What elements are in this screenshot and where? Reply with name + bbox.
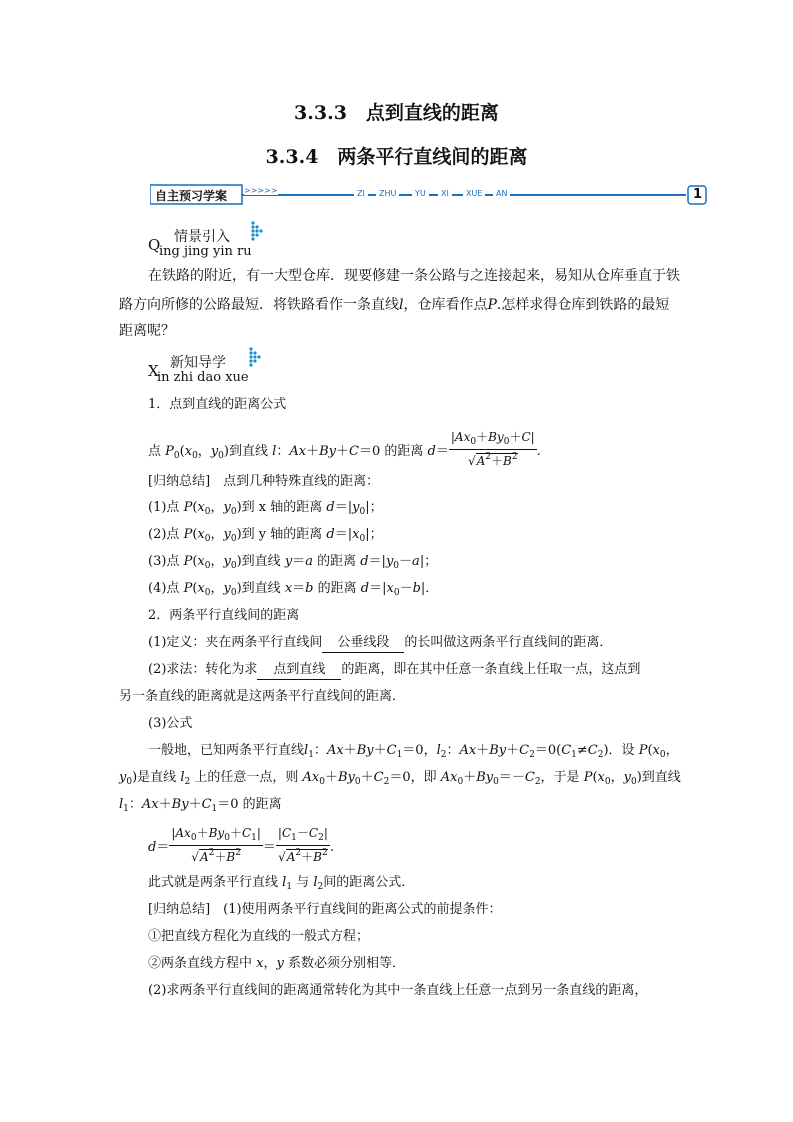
general-line-3: $l_1$：$Ax+By+C_1=0$ 的距离 (119, 797, 282, 814)
section-heading-xin (148, 352, 288, 388)
heading-point-line-distance: 1．点到直线的距离公式 (148, 397, 287, 412)
heading-pinyin: in zhi dao xue (157, 370, 249, 385)
case-3: (3)点 $P(x_0$，$y_0$)到直线 y＝a 的距离 $d=|y_0-a|$； (148, 554, 438, 571)
answer-blank: 公垂线段 (322, 634, 404, 653)
case-4: (4)点 $P(x_0$，$y_0$)到直线 x＝b 的距离 $d=|x_0-b|$． (148, 581, 439, 598)
summary-preconditions: [归纳总结] (1)使用两条平行直线间的距离公式的前提条件： (148, 902, 502, 917)
banner-pinyin-3: XI (438, 189, 452, 198)
condition-item-1: ①把直线方程化为直线的一般式方程； (148, 929, 370, 944)
case-1: (1)点 $P(x_0$，$y_0$)到 x 轴的距离 $d=|y_0|$； (148, 500, 383, 517)
heading-parallel-distance: 2．两条平行直线间的距离 (148, 608, 300, 623)
summary-special-lines: [归纳总结] 点到几种特殊直线的距离： (148, 474, 380, 489)
answer-blank: 点到直线 (257, 661, 341, 680)
definition-line: (1)定义：夹在两条平行直线间 公垂线段 的长叫做这两条平行直线间的距离． (148, 634, 612, 653)
heading-title: 新知导学 (170, 355, 226, 371)
point-line-formula: 点 $P_0(x_0$，$y_0$)到直线 l：Ax＋By＋C＝0 的距离 d＝ $\frac{|Ax_0+By_0+C|}{√A^2+B^2}$ . (148, 430, 541, 468)
method-line-2: 另一条直线的距离就是这两条平行直线间的距离． (119, 689, 406, 704)
banner-pinyin-4: XUE (463, 189, 485, 198)
preview-banner (150, 183, 710, 207)
banner-pinyin-0: ZI (354, 189, 368, 198)
banner-label: 自主预习学案 (155, 189, 228, 203)
heading-pinyin: ing jing yin ru (159, 244, 252, 259)
banner-arrows: >>>>> (244, 186, 278, 195)
banner-graphic (150, 183, 710, 207)
section-title-3-3-4: 3.3.4 两条平行直线间的距离 (265, 146, 528, 168)
banner-pinyin-5: AN (493, 189, 510, 198)
case-2: (2)点 $P(x_0$，$y_0$)到 y 轴的距离 $d=|x_0|$； (148, 527, 383, 544)
heading-initial: X (148, 362, 159, 380)
section-heading-qing (148, 226, 288, 262)
intro-line-3: 距离呢？ (119, 323, 175, 339)
chevron-right-icon (248, 346, 266, 370)
banner-pinyin-1: ZHU (376, 189, 399, 198)
conclusion-line: 此式就是两条平行直线 $l_1$ 与 $l_2$间的距离公式． (148, 875, 415, 892)
section-title-3-3-3: 3.3.3 点到直线的距离 (294, 102, 499, 124)
parallel-distance-formula: d＝ $\frac{|Ax_0+By_0+C_1|}{√A^2+B^2}$ ＝ $\frac{|C_1-C_2|}{√A^2+B^2}$ . (148, 826, 335, 864)
general-line-2: $y_0$)是直线 $l_2$ 上的任意一点，则 $Ax_0+By_0+C_2=0$，即 $Ax_0+By_0=-C_2$，于是 $P(x_0$，$y_0$)到直线 (119, 770, 681, 787)
condition-item-2: ②两条直线方程中 x，y 系数必须分别相等． (148, 956, 406, 971)
intro-line-1: 在铁路的附近，有一大型仓库．现要修建一条公路与之连接起来，易知从仓库垂直于铁 (148, 268, 680, 284)
banner-pinyin-2: YU (412, 189, 429, 198)
heading-initial: Q (148, 236, 161, 254)
method-line-1: (2)求法：转化为求 点到直线 的距离，即在其中任意一条直线上任取一点，这点到 (148, 661, 640, 680)
general-line-1: 一般地，已知两条平行直线$l_1$：$Ax+By+C_1=0$，$l_2$：$Ax+By+C_2=0(C_1\ne C_2)$．设 $P(x_0$， (148, 743, 679, 760)
heading-title: 情景引入 (174, 229, 230, 245)
banner-number: 1 (693, 187, 703, 202)
method-note: (2)求两条平行直线间的距离通常转化为其中一条直线上任意一点到另一条直线的距离， (148, 983, 648, 998)
intro-line-2: 路方向所修的公路最短．将铁路看作一条直线l，仓库看作点P.怎样求得仓库到铁路的最短 (119, 297, 670, 313)
chevron-right-icon (250, 220, 268, 244)
formula-heading: (3)公式 (148, 716, 193, 731)
